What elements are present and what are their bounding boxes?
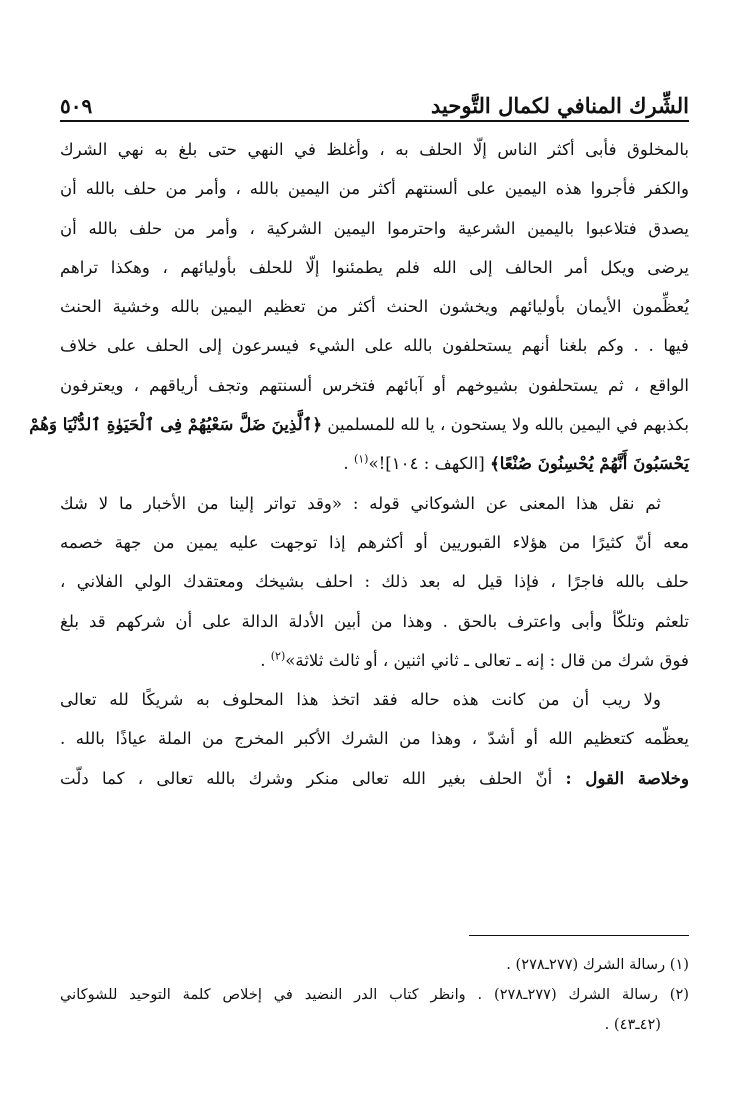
section-keyword: وخلاصة القول : bbox=[565, 767, 689, 788]
text-line bbox=[29, 405, 689, 444]
running-title: الشِّرك المنافي لكمال التَّوحيد bbox=[431, 93, 689, 118]
verse-reference: [الكهف : ١٠٤]!» bbox=[368, 454, 485, 474]
footnote-continuation: (٤٢ـ٤٣) . bbox=[604, 1016, 661, 1033]
quran-verse: يَحْسَبُونَ أَنَّهُمْ يُحْسِنُونَ صُنْعًا﴾ bbox=[490, 453, 689, 474]
text-line: يصدق فتلاعبوا باليمين الشرعية واحترموا اليمين الشركية ، وأمر من حلف بالله أن bbox=[60, 218, 689, 238]
text-line: فيها . . وكم بلغنا أنهم يستحلفون بالله على الشيء فيسرعون إلى الحلف على خلاف bbox=[60, 336, 689, 356]
text-line: الواقع ، ثم يستحلفون بشيوخهم أو آبائهم فتخرس ألسنتهم وتجف أرياقهم ، ويعترفون bbox=[60, 375, 689, 395]
text-line: يُعظِّمون الأيمان بأوليائهم ويخشون الحنث أكثر من تعظيم اليمين بالله وخشية الحنث bbox=[60, 297, 689, 317]
text-segment: بكذبهم في اليمين بالله ولا يستحون ، يا لله للمسلمين bbox=[327, 415, 689, 435]
text-segment: . bbox=[343, 454, 349, 474]
footnote-marker: (٢) bbox=[270, 649, 286, 663]
footnote-marker: (١) bbox=[353, 452, 369, 466]
text-line: ثم نقل هذا المعنى عن الشوكاني قوله : «وقد تواتر إلينا من الأخبار ما لا شك bbox=[60, 493, 661, 513]
page-number: ٥٠٩ bbox=[60, 94, 93, 118]
text-line: يرضى ويكل أمر الحالف إلى الله فلم يطمئنوا إلّا للحلف بأوليائهم ، وهكذا تراهم bbox=[60, 257, 689, 277]
text-segment: . bbox=[260, 650, 266, 670]
text-line bbox=[60, 444, 689, 483]
text-line: ولا ريب أن من كانت هذه حاله فقد اتخذ هذا المحلوف به شريكًا لله تعالى bbox=[60, 690, 661, 710]
main-text bbox=[29, 130, 689, 798]
footnote: (١) رسالة الشرك (٢٧٧ـ٢٧٨) . bbox=[506, 956, 689, 973]
text-line bbox=[60, 759, 689, 798]
text-segment: أنّ الحلف بغير الله تعالى منكر وشرك بالله تعالى ، كما دلّت bbox=[60, 768, 553, 788]
quran-verse: ﴿ٱلَّذِينَ ضَلَّ سَعْيُهُمْ فِى ٱلْحَيَوٰةِ ٱلدُّنْيَا وَهُمْ bbox=[29, 414, 323, 435]
text-line: يعظّمه كتعظيم الله أو أشدّ ، وهذا من الشرك الأكبر المخرج من الملة عياذًا بالله . bbox=[60, 729, 689, 749]
text-line: معه أنّ كثيرًا من هؤلاء القبوريين أو أكثرهم إذا توجهت عليه يمين من جهة خصمه bbox=[60, 532, 689, 552]
text-line: تلعثم وتلكّأ وأبى واعترف بالحق . وهذا من أبين الأدلة الدالة على أن شركهم قد بلغ bbox=[60, 611, 689, 631]
text-segment: فوق شرك من قال : إنه ـ تعالى ـ ثاني اثنين ، أو ثالث ثلاثة» bbox=[285, 650, 689, 670]
footnote-divider bbox=[469, 935, 689, 936]
text-line: بالمخلوق فأبى أكثر الناس إلّا الحلف به ، وأغلظ في النهي حتى بلغ به نهي الشرك bbox=[60, 140, 689, 159]
text-line bbox=[60, 641, 689, 680]
page-header bbox=[60, 82, 689, 122]
footnotes bbox=[60, 950, 689, 1040]
text-line: حلف بالله فاجرًا ، فإذا قيل له بعد ذلك : احلف بشيخك ومعتقدك الولي الفلاني ، bbox=[60, 572, 689, 592]
footnote: (٢) رسالة الشرك (٢٧٧ـ٢٧٨) . وانظر كتاب الدر النضيد في إخلاص كلمة التوحيد للشوكاني bbox=[60, 986, 689, 1003]
text-line: والكفر فأجروا هذه اليمين على ألسنتهم أكثر من اليمين بالله ، وأمر من حلف بالله أن bbox=[60, 179, 689, 199]
